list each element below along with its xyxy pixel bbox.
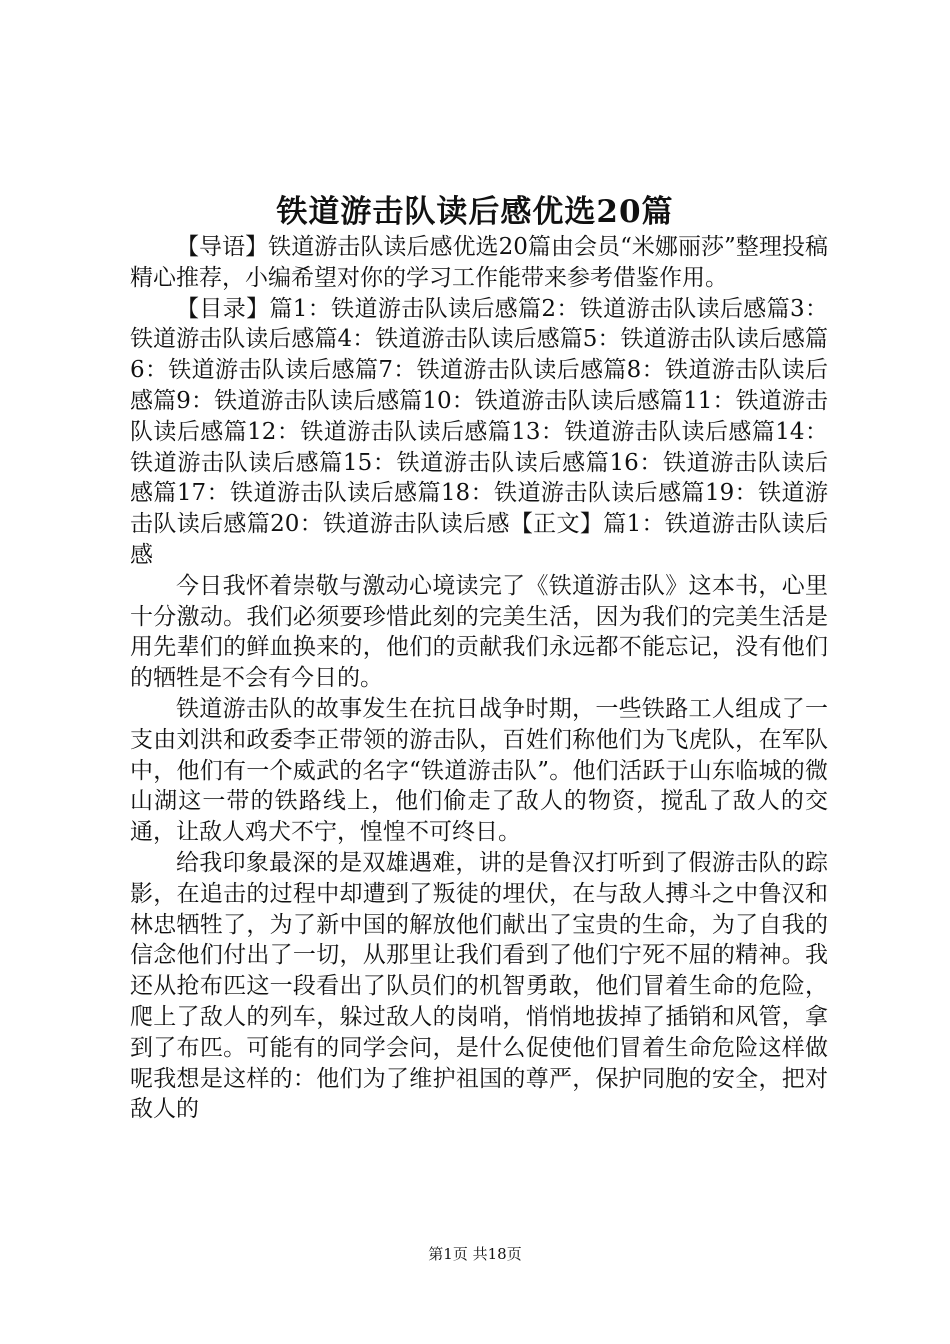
page-footer: 第1页 共18页 [428,1245,522,1263]
document-body [130,232,828,1125]
paragraph-intro: 【导语】铁道游击队读后感优选20篇由会员“米娜丽莎”整理投稿精心推荐，小编希望对你的学习工作能带来参考借鉴作用。 [130,234,828,291]
paragraph-toc: 【目录】篇1：铁道游击队读后感篇2：铁道游击队读后感篇3：铁道游击队读后感篇4：铁道游击队读后感篇5：铁道游击队读后感篇6：铁道游击队读后感篇7：铁道游击队读后感篇8：铁道游击队读后感篇9：铁道游击队读后感篇10：铁道游击队读后感篇11：铁道游击队读后感篇12：铁道游击队读后感篇13：铁道游击队读后感篇14：铁道游击队读后感篇15：铁道游击队读后感篇16：铁道游击队读后感篇17：铁道游击队读后感篇18：铁道游击队读后感篇19：铁道游击队读后感篇20：铁道游击队读后感【正文】篇1：铁道游击队读后感 [130,295,828,568]
paragraph-body: 铁道游击队的故事发生在抗日战争时期，一些铁路工人组成了一支由刘洪和政委李正带领的游击队，百姓们称他们为飞虎队，在军队中，他们有一个威武的名字“铁道游击队”。他们活跃于山东临城的微山湖这一带的铁路线上，他们偷走了敌人的物资，搅乱了敌人的交通，让敌人鸡犬不宁，惶惶不可终日。 [130,695,828,846]
paragraph-body: 今日我怀着崇敬与激动心境读完了《铁道游击队》这本书，心里十分激动。我们必须要珍惜此刻的完美生活，因为我们的完美生活是用先辈们的鲜血换来的，他们的贡献我们永远都不能忘记，没有他们的牺牲是不会有今日的。 [130,572,828,692]
document-title: 铁道游击队读后感优选20篇 [276,194,674,230]
paragraph-body: 给我印象最深的是双雄遇难，讲的是鲁汉打听到了假游击队的踪影，在追击的过程中却遭到了叛徒的埋伏，在与敌人搏斗之中鲁汉和林忠牺牲了，为了新中国的解放他们献出了宝贵的生命，为了自我的信念他们付出了一切，从那里让我们看到了他们宁死不屈的精神。我还从抢布匹这一段看出了队员们的机智勇敢，他们冒着生命的危险，爬上了敌人的列车，躲过敌人的岗哨，悄悄地拔掉了插销和风管，拿到了布匹。可能有的同学会问，是什么促使他们冒着生命危险这样做呢我想是这样的：他们为了维护祖国的尊严，保护同胞的安全，把对敌人的 [130,849,828,1123]
